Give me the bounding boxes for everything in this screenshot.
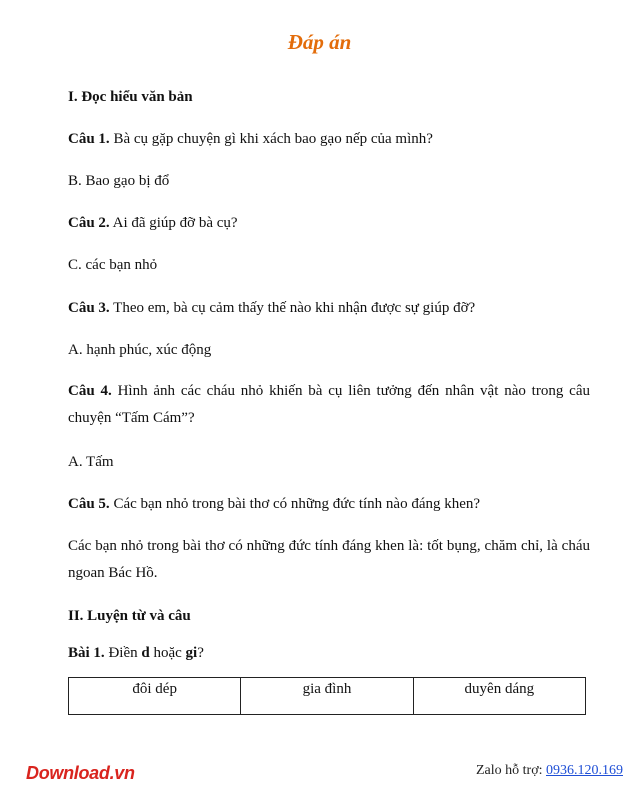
exercise-1-label: Bài 1.: [68, 645, 105, 661]
word-table: [68, 677, 586, 715]
zalo-support: [476, 763, 623, 779]
question-1-label: Câu 1.: [68, 131, 110, 147]
question-2: [68, 210, 592, 236]
support-phone-link[interactable]: 0936.120.169: [546, 763, 623, 778]
question-2-label: Câu 2.: [68, 215, 110, 231]
answer-2: C. các bạn nhỏ: [68, 257, 158, 273]
question-3-text: Theo em, bà cụ cảm thấy thế nào khi nhận được sự giúp đỡ?: [109, 300, 476, 316]
section-1-heading: I. Đọc hiểu văn bản: [68, 89, 193, 105]
table-row: [69, 678, 586, 715]
answer-1: B. Bao gạo bị đổ: [68, 173, 170, 189]
question-5: [68, 491, 592, 517]
question-1-text: Bà cụ gặp chuyện gì khi xách bao gạo nếp của mình?: [109, 131, 433, 147]
question-5-text: Các bạn nhỏ trong bài thơ có những đức tính nào đáng khen?: [109, 496, 481, 512]
table-cell: duyên dáng: [413, 678, 585, 715]
question-3-label: Câu 3.: [68, 300, 110, 316]
table-cell: gia đình: [241, 678, 413, 715]
question-4: [68, 378, 590, 432]
page-title: Đáp án: [287, 30, 352, 54]
answer-5: Các bạn nhỏ trong bài thơ có những đức tính đáng khen là: tốt bụng, chăm chỉ, là cháu ngoan Bác Hồ.: [68, 538, 590, 581]
question-4-text: Hình ảnh các cháu nhỏ khiến bà cụ liên tưởng đến nhân vật nào trong câu chuyện “Tấm Cám”?: [68, 383, 590, 426]
answer-4: A. Tấm: [68, 454, 114, 470]
table-cell: đôi dép: [69, 678, 241, 715]
question-5-label: Câu 5.: [68, 496, 110, 512]
question-1: [68, 126, 592, 152]
question-3: [68, 295, 592, 321]
question-2-text: Ai đã giúp đỡ bà cụ?: [109, 215, 238, 231]
question-4-label: Câu 4.: [68, 383, 112, 399]
section-2-heading: II. Luyện từ và câu: [68, 608, 191, 624]
exercise-1: Bài 1. Điền d hoặc gi?: [68, 645, 204, 661]
answer-3: A. hạnh phúc, xúc động: [68, 342, 212, 358]
download-logo[interactable]: Download.vn: [26, 763, 135, 783]
support-label: Zalo hỗ trợ:: [476, 763, 546, 778]
